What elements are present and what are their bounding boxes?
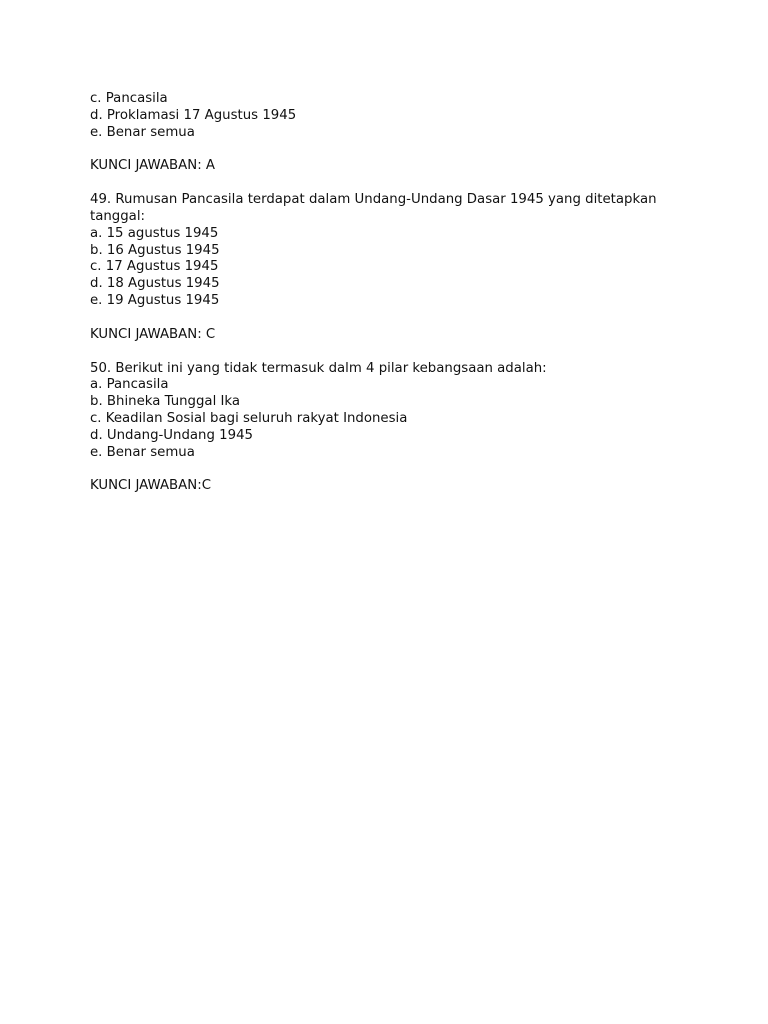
option-e: e. Benar semua [90,444,195,460]
option-d: d. Undang-Undang 1945 [90,427,253,443]
option-b: b. 16 Agustus 1945 [90,242,220,258]
option-d: d. 18 Agustus 1945 [90,276,220,292]
option-c: c. Pancasila [90,91,168,106]
answer-key: KUNCI JAWABAN:C [90,478,211,494]
option-c: c. 17 Agustus 1945 [90,259,219,275]
question-text: 49. Rumusan Pancasila terdapat dalam Undang-Undang Dasar 1945 yang ditetapkan tanggal: [90,192,657,224]
option-e: e. Benar semua [90,124,195,140]
option-c: c. Keadilan Sosial bagi seluruh rakyat Indonesia [90,410,408,426]
option-e: e. 19 Agustus 1945 [90,292,220,308]
document-page [90,91,690,495]
option-a: a. Pancasila [90,377,169,393]
question-50-block [90,361,690,462]
option-d: d. Proklamasi 17 Agustus 1945 [90,107,297,123]
previous-question-block [90,91,690,141]
question-text: 50. Berikut ini yang tidak termasuk dalm 4 pilar kebangsaan adalah: [90,360,547,376]
option-a: a. 15 agustus 1945 [90,225,219,241]
answer-key: KUNCI JAWABAN: C [90,326,216,342]
question-49-block [90,192,690,310]
answer-key: KUNCI JAWABAN: A [90,158,216,174]
option-b: b. Bhineka Tunggal Ika [90,394,241,410]
